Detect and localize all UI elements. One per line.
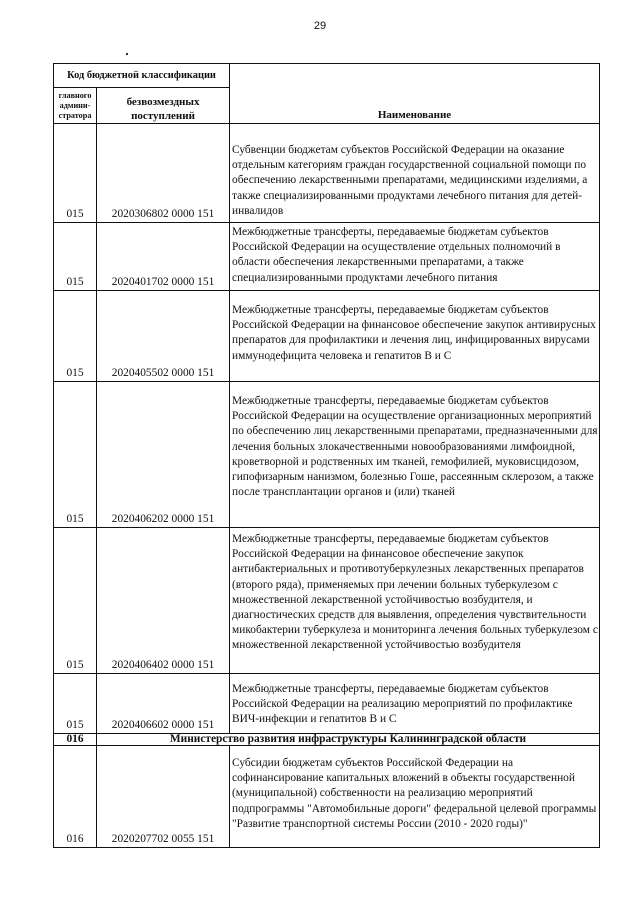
scan-speck	[126, 53, 128, 55]
section-title: Министерство развития инфраструктуры Калининградской области	[97, 734, 600, 746]
header-name: Наименование	[230, 64, 600, 124]
admin-code: 015	[54, 528, 97, 674]
revenue-code: 2020406602 0000 151	[97, 674, 230, 734]
header-revenue: безвозмездных поступлений	[97, 88, 230, 124]
revenue-name: Межбюджетные трансферты, передаваемые бюджетам субъектов Российской Федерации на финансовое обеспечение закупок антивирусных препаратов для профилактики и лечения лиц, инфицированных вирусами иммунодефицита человека и гепатитов В и С	[230, 291, 600, 382]
revenue-name: Межбюджетные трансферты, передаваемые бюджетам субъектов Российской Федерации на осуществление организационных мероприятий по обеспечению лиц лекарственными препаратами, предназначенными для лечения больных злокачественными новообразованиями лимфоидной, кроветворной и родственных им тканей, гемофилией, муковисцидозом, гипофизарным нанизмом, болезнью Гоше, рассеянным склерозом, а также после трансплантации органов и (или) тканей	[230, 382, 600, 528]
page-number: 29	[313, 20, 327, 32]
admin-code: 015	[54, 291, 97, 382]
revenue-name: Субвенции бюджетам субъектов Российской Федерации на оказание отдельным категориям граждан государственной социальной помощи по обеспечению лекарственными препаратами, медицинскими изделиями, а также специализированными продуктами лечебного питания для детей-инвалидов	[230, 124, 600, 223]
budget-classification-table	[53, 63, 600, 848]
table-row	[54, 746, 600, 848]
revenue-code: 2020405502 0000 151	[97, 291, 230, 382]
table-row	[54, 291, 600, 382]
revenue-code: 2020406202 0000 151	[97, 382, 230, 528]
table-row	[54, 382, 600, 528]
table-row	[54, 674, 600, 734]
revenue-code: 2020306802 0000 151	[97, 124, 230, 223]
revenue-code: 2020207702 0055 151	[97, 746, 230, 848]
revenue-name: Субсидии бюджетам субъектов Российской Федерации на софинансирование капитальных вложений в объекты государственной (муниципальной) собственности на реализацию мероприятий подпрограммы "Автомобильные дороги" федеральной целевой программы "Развитие транспортной системы России (2010 - 2020 годы)"	[230, 746, 600, 848]
admin-code: 016	[54, 746, 97, 848]
admin-code: 015	[54, 674, 97, 734]
admin-code: 015	[54, 382, 97, 528]
revenue-name: Межбюджетные трансферты, передаваемые бюджетам субъектов Российской Федерации на осуществление отдельных полномочий в области обеспечения лекарственными препаратами, а также специализированными продуктами лечебного питания	[230, 223, 600, 291]
revenue-code: 2020401702 0000 151	[97, 223, 230, 291]
header-group-title: Код бюджетной классификации	[54, 64, 230, 88]
table-row	[54, 528, 600, 674]
revenue-code: 2020406402 0000 151	[97, 528, 230, 674]
revenue-name: Межбюджетные трансферты, передаваемые бюджетам субъектов Российской Федерации на финансовое обеспечение закупок антибактериальных и противотуберкулезных лекарственных препаратов (второго ряда), применяемых при лечении больных туберкулезом с множественной лекарственной устойчивостью возбудителя, и диагностических средств для выявления, определения чувствительности микобактерии туберкулеза и мониторинга лечения больных туберкулезом с множественной лекарственной устойчивостью возбудителя	[230, 528, 600, 674]
table-row	[54, 124, 600, 223]
section-row	[54, 734, 600, 746]
header-row-1	[54, 64, 600, 88]
admin-code: 015	[54, 124, 97, 223]
section-admin-code: 016	[54, 734, 97, 746]
table-row	[54, 223, 600, 291]
header-admin: главного админи-стратора	[54, 88, 97, 124]
revenue-name: Межбюджетные трансферты, передаваемые бюджетам субъектов Российской Федерации на реализацию мероприятий по профилактике ВИЧ-инфекции и гепатитов В и С	[230, 674, 600, 734]
admin-code: 015	[54, 223, 97, 291]
